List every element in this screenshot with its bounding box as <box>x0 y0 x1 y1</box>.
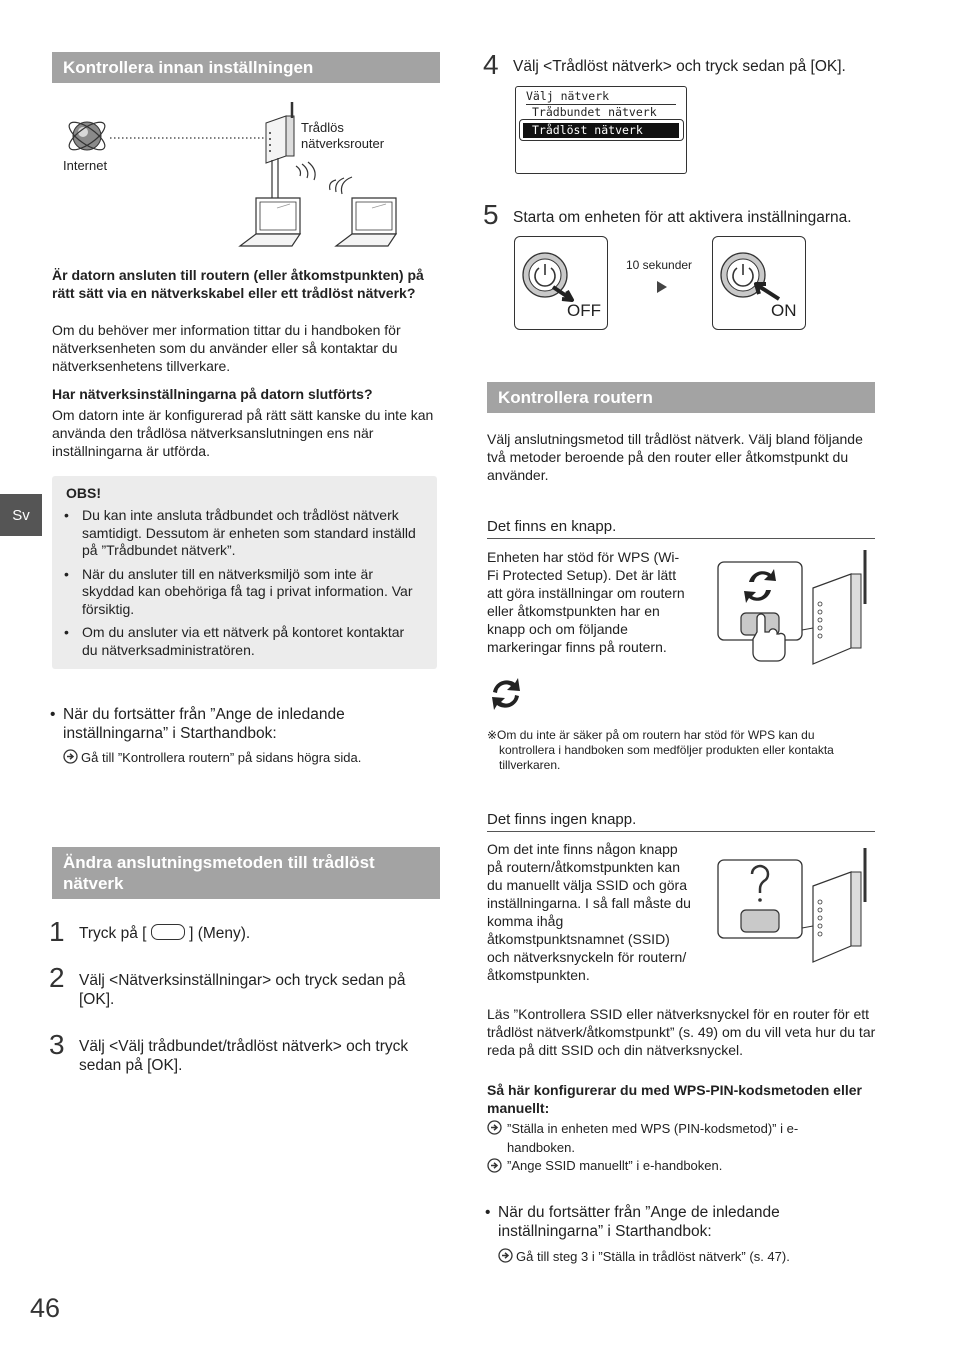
obs-list <box>52 507 422 659</box>
config-link-wps-pin[interactable]: ”Ställa in enheten med WPS (PIN-kodsmetod)” i e-handboken. <box>487 1119 807 1157</box>
lcd-item-wired[interactable]: Trådbundet nätverk <box>532 106 657 118</box>
globe-icon <box>65 117 109 154</box>
question-settings-text: Om datorn inte är konfigurerad på rätt sätt kanske du inte kan använda den trådlösa nätverksanslutningen ens när inställningarna är utförda. <box>52 407 434 459</box>
off-label: OFF <box>567 301 601 320</box>
arrow-circle-icon <box>63 749 78 764</box>
step-1-text: Tryck på [ ] (Meny). <box>79 925 251 942</box>
obs-item: • Du kan inte ansluta trådbundet och trådlöst nätverk samtidigt. Dessutom är enheten som standard inställd på ”Trådbundet nätverk”. <box>82 507 422 560</box>
menu-key-icon <box>151 924 185 940</box>
obs-title: OBS! <box>66 485 101 501</box>
router-intro: Välj anslutningsmetod till trådlöst nätverk. Välj bland följande två metoder beroende på den router eller åtkomstpunkt du använder. <box>487 431 863 483</box>
on-label: ON <box>771 301 797 320</box>
page-number: 46 <box>30 1293 61 1323</box>
laptop-icon <box>240 198 300 246</box>
wireless-waves-icon <box>296 162 352 194</box>
seconds-label: 10 sekunder <box>626 258 693 272</box>
play-arrow-icon <box>656 280 668 294</box>
laptop-icon <box>336 198 396 246</box>
step-2-text: Välj <Nätverksinställningar> och tryck sedan på [OK]. <box>79 972 406 1008</box>
heading-no-button: Det finns ingen knapp. <box>487 810 875 832</box>
has-button-text: Enheten har stöd för WPS (Wi-Fi Protected Setup). Det är lätt att göra inställningar om routern eller åtkomstpunkten har en knapp och om följande markeringar finns på routern. <box>487 549 685 655</box>
internet-label: Internet <box>63 158 108 173</box>
section-title-change-method: Ändra anslutningsmetoden till trådlöst nätverk <box>52 847 440 899</box>
obs-item: • Om du ansluter via ett nätverk på kontoret kontaktar du nätverksadministratören. <box>82 624 422 659</box>
step-3-text: Välj <Välj trådbundet/trådlöst nätverk> och tryck sedan på [OK]. <box>79 1038 409 1074</box>
question-connected: Är datorn ansluten till routern (eller åtkomstpunkten) på rätt sätt via en nätverkskabel eller ett trådlöst nätverk? <box>52 267 424 301</box>
bullet-starthandbok: När du fortsätter från ”Ange de inledande inställningarna” i Starthandbok: <box>63 706 345 742</box>
section-title-check-router: Kontrollera routern <box>487 382 875 413</box>
language-tab: Sv <box>0 494 42 536</box>
step-number-5: 5 <box>483 199 499 230</box>
network-diagram <box>52 98 440 258</box>
step-4-text: Välj <Trådlöst nätverk> och tryck sedan på [OK]. <box>513 58 846 75</box>
step-number-2: 2 <box>49 962 65 993</box>
wps-logo-icon <box>487 674 525 714</box>
heading-has-button: Det finns en knapp. <box>487 517 875 539</box>
no-button-router-art <box>717 846 877 966</box>
wps-router-illustration <box>717 548 877 670</box>
power-on-panel <box>712 236 806 330</box>
step-number-1: 1 <box>49 916 65 947</box>
step-number-3: 3 <box>49 1029 65 1060</box>
arrow-circle-icon <box>487 1120 502 1135</box>
obs-item: • När du ansluter till en nätverksmiljö som inte är skyddad kan obehöriga få tag i privat information. Var försiktig. <box>82 566 422 619</box>
question-connected-text: Om du behöver mer information tittar du i handboken för nätverksenheten som du använder eller så kontaktar du nätverksenhetens tillverkare. <box>52 322 401 374</box>
config-heading: Så här konfigurerar du med WPS-PIN-kodsmetoden eller manuellt: <box>487 1082 862 1116</box>
router-icon <box>266 102 294 204</box>
question-settings: Har nätverksinställningarna på datorn slutförts? <box>52 386 373 402</box>
section-title-check-before: Kontrollera innan inställningen <box>52 52 440 83</box>
goto-link-left[interactable]: Gå till ”Kontrollera routern” på sidans högra sida. <box>63 749 433 766</box>
bullet-starthandbok-right: När du fortsätter från ”Ange de inledande inställningarna” i Starthandbok: <box>498 1204 780 1240</box>
router-label: Trådlös nätverksrouter <box>301 120 385 151</box>
no-button-router-illustration <box>717 846 877 966</box>
obs-note-box <box>52 476 437 669</box>
lcd-item-wireless-selected[interactable]: Trådlöst nätverk <box>523 123 679 138</box>
step-5-text: Starta om enheten för att aktivera inställningarna. <box>513 209 852 226</box>
arrow-circle-icon <box>487 1158 502 1173</box>
wps-router-art <box>717 548 877 670</box>
lcd-title: Välj nätverk <box>526 89 676 105</box>
arrow-circle-icon <box>498 1248 513 1263</box>
config-link-ssid-manual[interactable]: ”Ange SSID manuellt” i e-handboken. <box>487 1157 807 1174</box>
wps-note: ※Om du inte är säker på om routern har stöd för WPS kan du kontrollera i handboken som medföljer produkten eller kontakta tillverkaren. <box>487 728 834 772</box>
read-ssid-text: Läs ”Kontrollera SSID eller nätverksnyckel för en router för ett trådlöst nätverk/åtkomstpunkt” (s. 49) om du vill veta hur du tar reda på ditt SSID och din nätverksnyckel. <box>487 1006 876 1058</box>
step-number-4: 4 <box>483 49 499 80</box>
no-button-text: Om det inte finns någon knapp på routern/åtkomstpunkten kan du manuellt välja SSID och göra inställningarna. I så fall måste du komma ihåg åtkomstpunktsnamnet (SSID) och nätverksnyckeln för routern/åtkomstpunkten. <box>487 841 691 983</box>
goto-link-right[interactable]: Gå till steg 3 i ”Ställa in trådlöst nätverk” (s. 47). <box>498 1248 868 1265</box>
power-off-panel <box>514 236 608 330</box>
lcd-screen <box>515 86 687 174</box>
